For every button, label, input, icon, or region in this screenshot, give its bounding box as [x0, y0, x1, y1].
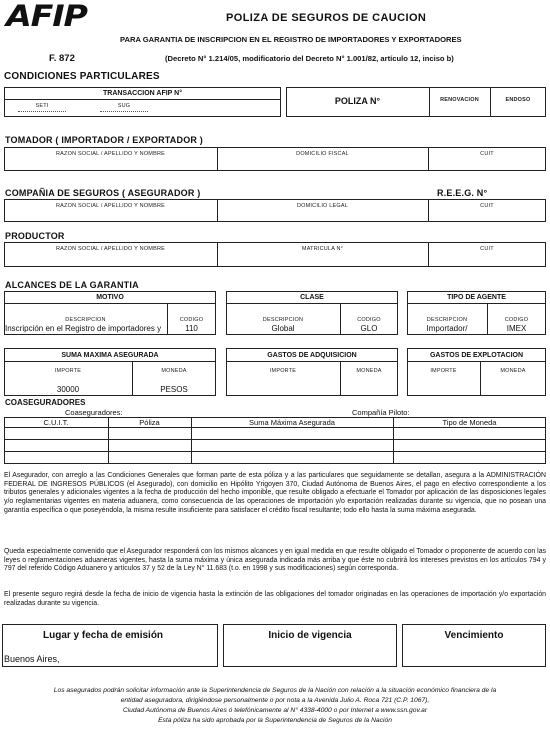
clase-code: GLO [360, 324, 378, 333]
expiry-label: Vencimiento [444, 630, 504, 641]
acquisition-amount-label: IMPORTE [269, 368, 297, 374]
max-sum-title: SUMA MAXIMA ASEGURADA [61, 352, 159, 359]
paragraph-insurance-terms: El Asegurador, con arreglo a las Condiciones Generales que forman parte de esta póliza y a las particulares que seguidamente se detallan, asegura a la ADMINISTRACIÓN FEDERAL DE INGRESOS PÚBLICOS (el Asegurado), con domicilio en Hipólito Yrigoyen 370, Ciudad Autónoma de Buenos Aires, el pago en efectivo correspondiente a los tributos generales y adicionales vigentes a la fecha de producción del hecho imponible, que resulte obligado a efectuarle el Tomador por aplicación de las disposiciones legales y/o reglamentarias vigentes en materia aduanera, como consecuencia de las operaciones de importación y/o exportación realizadas durante su vigencia, que no posean una garantía específica o que poseyéndola, la misma resulte insuficiente para satisfacer el crédito fiscal resultante; todo ello hasta la suma máxima asegurada. [4, 472, 546, 514]
page-title: POLIZA DE SEGUROS DE CAUCION [226, 12, 427, 24]
validity-start-label: Inicio de vigencia [268, 630, 352, 641]
seti-field[interactable] [18, 111, 66, 112]
clase-desc-label: DESCRIPCION [262, 317, 304, 323]
paragraph-validity: El presente seguro regirá desde la fecha de inicio de vigencia hasta la extinción de las obligaciones del tomador originadas en las operaciones de importación y/o exportación realizadas durante su vigencia. [4, 591, 546, 607]
insurer-cuit-label: CUIT [480, 203, 494, 209]
footer-line-2: entidad aseguradora, dirigiéndose personalmente o por nota a la Avenida Julio A. Roca 721 (C.P. 1067), [120, 697, 430, 704]
motivo-desc-label: DESCRIPCION [65, 317, 106, 323]
motivo-code: 110 [185, 324, 198, 333]
producer-cuit-label: CUIT [480, 246, 494, 252]
pilot-company-label: Compañía Piloto: [352, 408, 410, 417]
footer-line-4: Esta póliza ha sido aprobada por la Superintendencia de Seguros de la Nación [158, 717, 392, 724]
agent-type-code: IMEX [506, 324, 527, 333]
max-sum-currency: PESOS [160, 385, 188, 394]
issue-place-date-label: Lugar y fecha de emisión [43, 630, 164, 641]
col-cuit: C.U.I.T. [43, 418, 69, 427]
particular-conditions-heading: CONDICIONES PARTICULARES [4, 71, 160, 82]
paragraph-liability: Queda especialmente convenido que el Asegurador responderá con los mismos alcances y en igual medida en que resulte obligado el Tomador o proponente de acuerdo con las leyes o reglamentaciones aduaneras vigentes, hasta la suma máxima y única asegurada indicada más arriba y que éste no cubrirá los intereses previstos en los artículos 794 y 797 del referido Código Aduanero y artículos 37 y 52 de la Ley N° 11.683 (t.o. en 1998 y sus modificaciones) según corresponda. [4, 548, 546, 573]
clase-code-label: CODIGO [357, 317, 381, 323]
producer-license-label: MATRICULA N° [301, 246, 344, 252]
coinsurers-heading: COASEGURADORES [5, 398, 86, 407]
tomador-heading: TOMADOR ( IMPORTADOR / EXPORTADOR ) [5, 135, 203, 145]
col-policy: Póliza [139, 418, 160, 427]
policy-number-label: POLIZA N° [334, 96, 381, 106]
insurer-address-label: DOMICILIO LEGAL [297, 203, 348, 209]
scope-heading: ALCANCES DE LA GARANTIA [5, 280, 139, 290]
decree-reference: (Decreto N° 1.214/05, modificatorio del Decreto N° 1.001/82, artículo 12, inciso b) [165, 54, 454, 63]
motivo-title: MOTIVO [96, 294, 124, 301]
endorsement-label: ENDOSO [505, 97, 531, 103]
acquisition-costs-title: GASTOS DE ADQUISICION [267, 352, 357, 359]
transaction-title: TRANSACCION AFIP N° [102, 90, 183, 97]
agent-desc-label: DESCRIPCION [426, 317, 468, 323]
producer-heading: PRODUCTOR [5, 231, 65, 241]
footer-line-3: Ciudad Autónoma de Buenos Aires ó telefónicamente al N° 4338-4000 o por Internet a www.ssn.gov.ar [122, 707, 428, 714]
operating-currency-label: MONEDA [500, 368, 526, 374]
tomador-address-label: DOMICILIO FISCAL [296, 151, 349, 157]
tomador-cuit-label: CUIT [480, 151, 494, 157]
issue-place-value: Buenos Aires, [4, 654, 60, 664]
seti-label: SETI [35, 103, 49, 109]
operating-amount-label: IMPORTE [430, 368, 457, 374]
clase-description: Global [271, 324, 295, 333]
insurer-heading: COMPAÑIA DE SEGUROS ( ASEGURADOR ) [5, 188, 201, 198]
acquisition-currency-label: MONEDA [356, 368, 382, 374]
max-sum-amount: 30000 [56, 385, 80, 394]
motivo-description: Inscripción en el Registro de importadores y [5, 324, 162, 333]
max-sum-amount-label: IMPORTE [54, 368, 82, 374]
page-subtitle: PARA GARANTIA DE INSCRIPCION EN EL REGISTRO DE IMPORTADORES Y EXPORTADORES [120, 35, 462, 44]
max-sum-currency-label: MONEDA [161, 368, 187, 374]
sug-label: SUG [117, 103, 131, 109]
agent-type-description: Importador/ [426, 324, 468, 333]
footer-line-1: Los asegurados podrán solicitar información ante la Superintendencia de Seguros de la Nación con relación a la situación económico financiera de la [53, 687, 497, 694]
reeg-label: R.E.E.G. N° [437, 188, 488, 198]
coinsurers-label: Coaseguradores: [65, 408, 123, 417]
col-max-sum: Suma Máxima Asegurada [249, 418, 335, 427]
sug-field[interactable] [100, 111, 148, 112]
insurer-name-label: RAZON SOCIAL / APELLIDO Y NOMBRE [56, 203, 165, 209]
col-currency: Tipo de Moneda [442, 418, 497, 427]
renewal-label: RENOVACION [440, 97, 479, 103]
agent-code-label: CODIGO [504, 317, 529, 323]
operating-costs-title: GASTOS DE EXPLOTACION [429, 352, 524, 359]
afip-logo [6, 1, 116, 31]
producer-name-label: RAZON SOCIAL / APELLIDO Y NOMBRE [56, 246, 165, 252]
agent-type-title: TIPO DE AGENTE [447, 294, 506, 301]
motivo-code-label: CODIGO [179, 317, 204, 323]
clase-title: CLASE [300, 294, 324, 301]
afip-logo-text: AFIP [6, 0, 87, 33]
tomador-name-label: RAZON SOCIAL / APELLIDO Y NOMBRE [56, 151, 165, 157]
form-number: F. 872 [49, 53, 75, 64]
